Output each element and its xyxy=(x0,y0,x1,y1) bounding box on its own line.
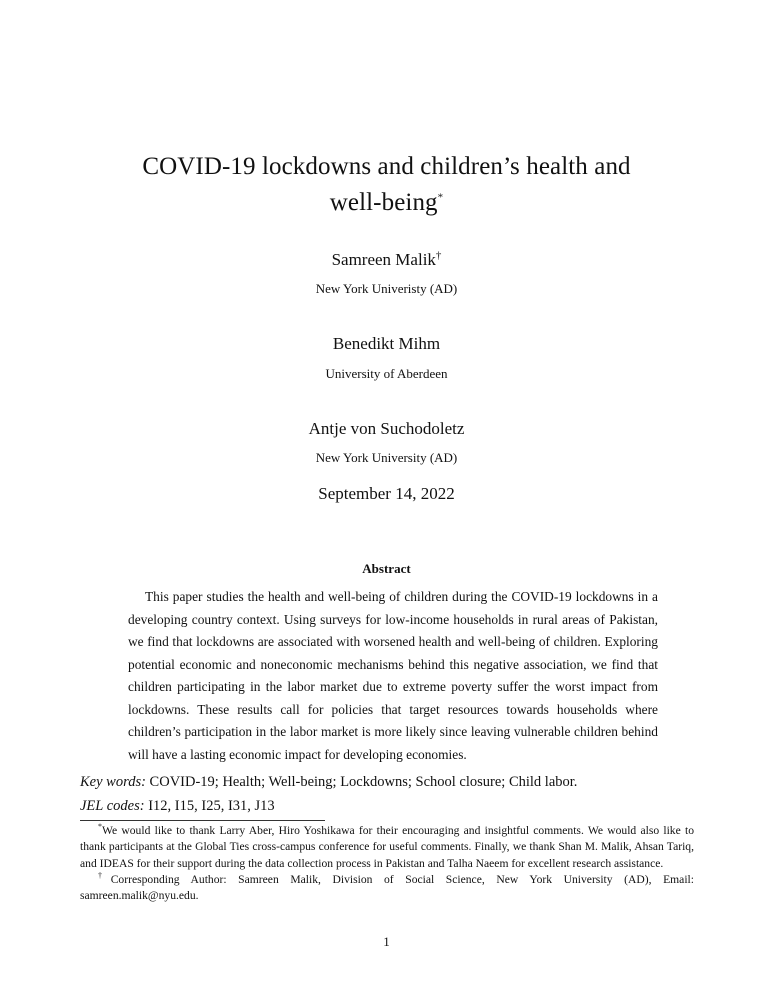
publication-date: September 14, 2022 xyxy=(318,484,455,503)
keywords-text: COVID-19; Health; Well-being; Lockdowns; School closure; Child labor. xyxy=(149,774,578,790)
author-1-footnote-mark: † xyxy=(435,249,442,262)
page-number: 1 xyxy=(383,934,390,949)
jel-text: I12, I15, I25, I31, J13 xyxy=(148,798,275,814)
title-footnote-mark: * xyxy=(437,191,444,204)
footnote-2 xyxy=(80,872,694,905)
keywords-line xyxy=(80,771,700,793)
author-2-affiliation: University of Aberdeen xyxy=(325,366,448,381)
title-text-line-2: well-being xyxy=(329,189,438,216)
footnote-rule xyxy=(80,820,325,821)
footnotes xyxy=(80,823,694,904)
jel-label: JEL codes: xyxy=(80,798,145,814)
paper-title xyxy=(0,151,773,223)
author-1-name xyxy=(0,250,773,270)
author-3-name: Antje von Suchodoletz xyxy=(308,419,465,438)
footnote-1-mark: * xyxy=(98,822,102,832)
jel-codes-line xyxy=(80,795,700,817)
footnote-1-text: We would like to thank Larry Aber, Hiro Yoshikawa for their encouraging and insightful comments. We would also like to thank participants at the Global Ties cross-campus conference for useful comments. Finally, we thank Shan M. Malik, Ahsan Tariq, and IDEAS for their support during the data collection process in Pakistan and Talha Naeem for excellent research assistance. xyxy=(80,824,694,870)
author-3-affiliation: New York University (AD) xyxy=(315,450,458,465)
title-line-2 xyxy=(0,187,773,223)
footnote-1 xyxy=(80,823,694,872)
author-2-name: Benedikt Mihm xyxy=(332,334,441,353)
abstract-heading: Abstract xyxy=(362,561,411,576)
author-1-affiliation: New York Univeristy (AD) xyxy=(315,281,458,296)
author-1-name-text: Samreen Malik xyxy=(331,250,436,269)
keywords-label: Key words: xyxy=(80,774,146,790)
footnote-2-text: Corresponding Author: Samreen Malik, Division of Social Science, New York University (AD), Email: samreen.malik@nyu.edu. xyxy=(80,872,694,903)
footnote-2-mark: † xyxy=(98,871,111,881)
abstract-text: This paper studies the health and well-being of children during the COVID-19 lockdowns in a developing country context. Using surveys for low-income households in rural areas of Pakistan, we find that lockdowns are associated with worsened health and well-being of children. Exploring potential economic and noneconomic mechanisms behind this negative association, we find that children participating in the labor market due to extreme poverty suffer the worst impact from lockdowns. These results call for policies that target resources towards households where children’s participation in the labor market is more likely since leaving vulnerable children behind will have a lasting economic impact for developing economies. xyxy=(128,589,658,762)
title-line-1: COVID-19 lockdowns and children’s health and xyxy=(142,153,631,180)
